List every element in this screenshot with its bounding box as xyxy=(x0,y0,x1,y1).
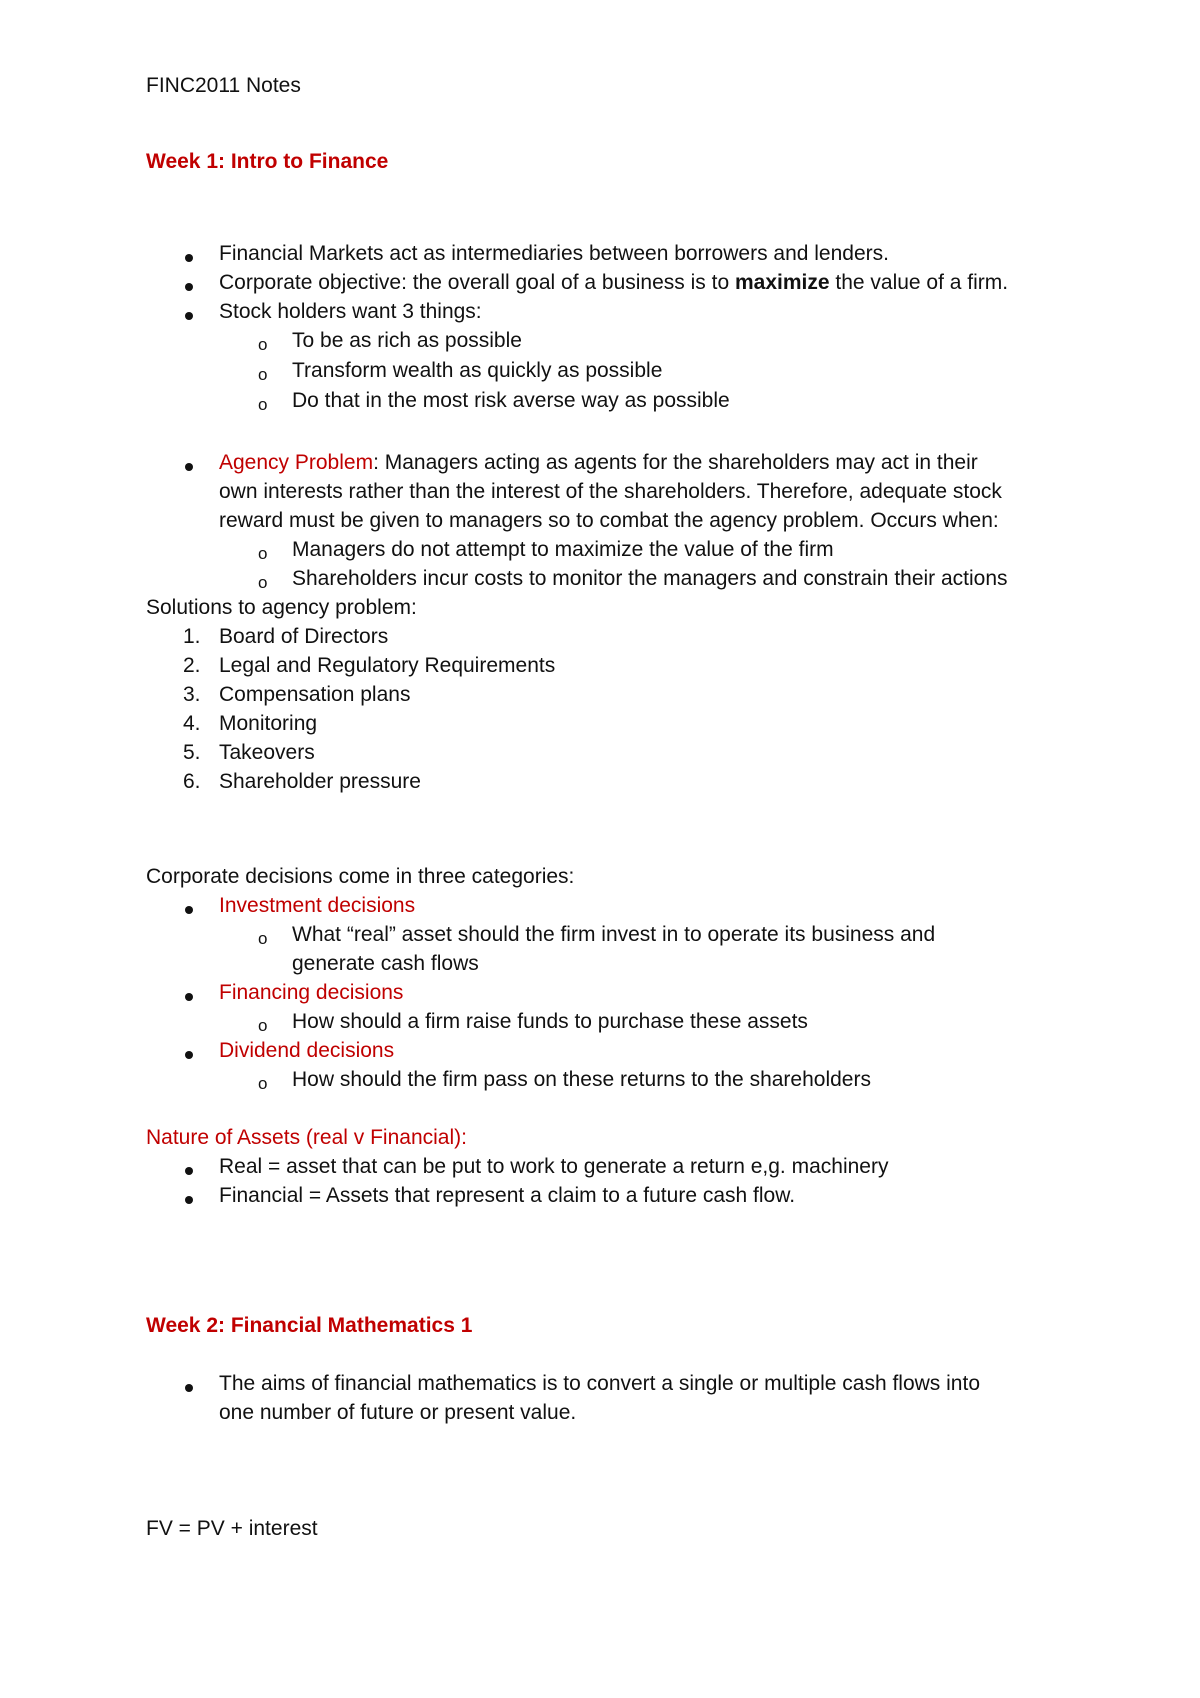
list-item: Board of Directors xyxy=(219,625,389,648)
bullet-icon xyxy=(185,312,193,320)
agency-problem-line-3: reward must be given to managers so to combat the agency problem. Occurs when: xyxy=(219,509,999,532)
sub-bullet-icon: o xyxy=(258,395,268,414)
assets-heading: Nature of Assets (real v Financial): xyxy=(146,1126,467,1149)
sub-bullet-icon: o xyxy=(258,573,268,592)
sub-item-transform: Transform wealth as quickly as possible xyxy=(292,359,663,382)
dividend-decisions-desc: How should the firm pass on these returns to the shareholders xyxy=(292,1068,871,1091)
financing-decisions-desc: How should a firm raise funds to purchase these assets xyxy=(292,1010,808,1033)
investment-decisions-label: Investment decisions xyxy=(219,894,416,917)
sub-bullet-icon: o xyxy=(258,335,268,354)
document-title: FINC2011 Notes xyxy=(146,74,301,97)
bullet-icon xyxy=(185,463,193,471)
investment-decisions-desc-2: generate cash flows xyxy=(292,952,479,975)
bullet-financial-markets: Financial Markets act as intermediaries between borrowers and lenders. xyxy=(219,242,889,265)
list-item: Legal and Regulatory Requirements xyxy=(219,654,556,677)
week1-heading: Week 1: Intro to Finance xyxy=(146,150,389,173)
investment-decisions-desc-1: What “real” asset should the firm invest in to operate its business and xyxy=(292,923,936,946)
bullet-corporate-objective: Corporate objective: the overall goal of a business is to maximize the value of a firm. xyxy=(219,271,1009,294)
list-number: 1. xyxy=(183,625,201,648)
sub-bullet-icon: o xyxy=(258,929,268,948)
emphasis-maximize: maximize xyxy=(734,271,830,294)
week2-aims-line-2: one number of future or present value. xyxy=(219,1401,577,1424)
list-item: Compensation plans xyxy=(219,683,411,706)
bullet-icon xyxy=(185,1051,193,1059)
solutions-intro: Solutions to agency problem: xyxy=(146,596,417,619)
sub-item-monitor-costs: Shareholders incur costs to monitor the managers and constrain their actions xyxy=(292,567,1008,590)
bullet-icon xyxy=(185,1196,193,1204)
bullet-icon xyxy=(185,1384,193,1392)
dividend-decisions-label: Dividend decisions xyxy=(219,1039,395,1062)
bullet-icon xyxy=(185,283,193,291)
sub-bullet-icon: o xyxy=(258,1016,268,1035)
bullet-icon xyxy=(185,993,193,1001)
list-item: Monitoring xyxy=(219,712,318,735)
bullet-icon xyxy=(185,1167,193,1175)
week2-aims-line-1: The aims of financial mathematics is to convert a single or multiple cash flows into xyxy=(219,1372,980,1395)
financing-decisions-label: Financing decisions xyxy=(219,981,404,1004)
asset-financial: Financial = Assets that represent a claim to a future cash flow. xyxy=(219,1184,796,1207)
sub-bullet-icon: o xyxy=(258,544,268,563)
agency-problem-label: Agency Problem xyxy=(219,451,374,474)
list-number: 4. xyxy=(183,712,201,735)
list-number: 5. xyxy=(183,741,201,764)
week2-heading: Week 2: Financial Mathematics 1 xyxy=(146,1314,473,1337)
bullet-icon xyxy=(185,254,193,262)
sub-item-risk-averse: Do that in the most risk averse way as possible xyxy=(292,389,730,412)
list-number: 3. xyxy=(183,683,201,706)
sub-bullet-icon: o xyxy=(258,365,268,384)
bullet-stock-holders: Stock holders want 3 things: xyxy=(219,300,482,323)
agency-problem-line-2: own interests rather than the interest of the shareholders. Therefore, adequate stock xyxy=(219,480,1002,503)
list-number: 2. xyxy=(183,654,201,677)
fv-formula: FV = PV + interest xyxy=(146,1517,318,1540)
sub-item-not-maximize: Managers do not attempt to maximize the value of the firm xyxy=(292,538,834,561)
agency-problem-line-1: Agency Problem: Managers acting as agents for the shareholders may act in their xyxy=(219,451,978,474)
sub-bullet-icon: o xyxy=(258,1074,268,1093)
list-number: 6. xyxy=(183,770,201,793)
asset-real: Real = asset that can be put to work to generate a return e,g. machinery xyxy=(219,1155,889,1178)
list-item: Shareholder pressure xyxy=(219,770,421,793)
list-item: Takeovers xyxy=(219,741,315,764)
sub-item-rich: To be as rich as possible xyxy=(292,329,522,352)
decisions-intro: Corporate decisions come in three categories: xyxy=(146,865,575,888)
bullet-icon xyxy=(185,906,193,914)
